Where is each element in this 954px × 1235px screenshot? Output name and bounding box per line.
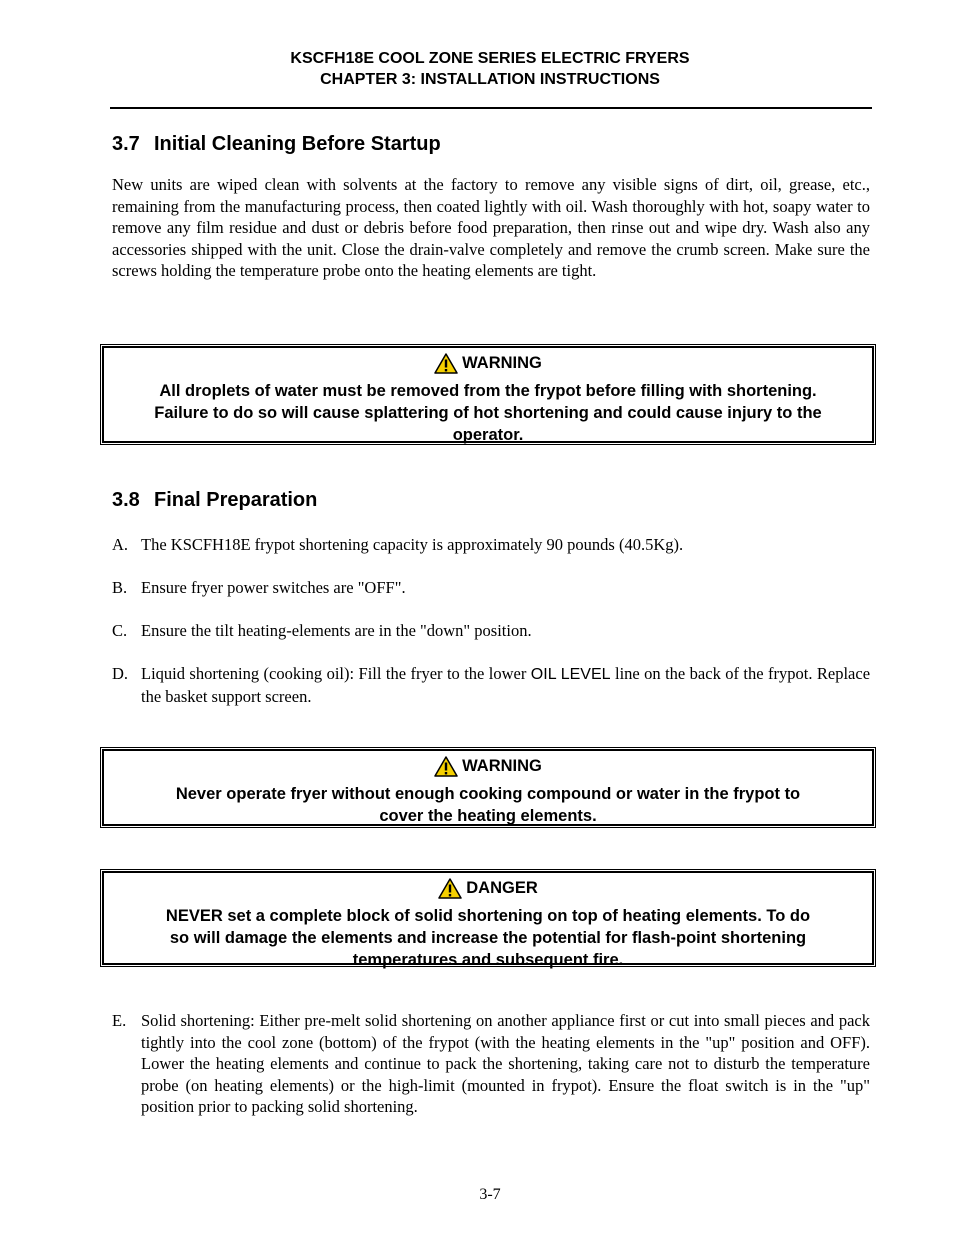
list-letter: B. [112, 578, 128, 597]
list-letter: A. [112, 535, 129, 554]
page-number: 3-7 [479, 1186, 501, 1203]
section-3-8-heading [112, 488, 317, 512]
danger-title [438, 877, 538, 899]
oil-level-label: OIL LEVEL [530, 666, 611, 683]
warning-line-1: Never operate fryer without enough cooking compound or water in the frypot to [175, 784, 801, 803]
warning-line-3: operator. [452, 425, 524, 444]
section-number: 3.8 [112, 489, 140, 511]
warning-title-text: WARNING [462, 757, 542, 775]
section-3-7-body: New units are wiped clean with solvents at the factory to remove any visible signs of dirt, oil, grease, etc., remaining from the manufacturing process, then coated lightly with oil. Wash thoroughly with hot, soapy water to remove any film residue and dust or debris before food preparation, then rinse out and wipe dry. Wash also any accessories shipped with the unit. Close the drain-valve completely and remove the crumb screen. Make sure the screws holding the temperature probe onto the heating elements are tight. [112, 175, 870, 281]
list-text: The KSCFH18E frypot shortening capacity is approximately 90 pounds (40.5Kg). [141, 535, 684, 554]
list-item-c [112, 620, 870, 642]
list-text-part: line on the back of the frypot. Replace the basket support screen. [141, 664, 871, 706]
section-3-7-heading [112, 132, 441, 156]
danger-line-1: NEVER set a complete block of solid shortening on top of heating elements. To do [165, 906, 811, 925]
header-line-1: KSCFH18E COOL ZONE SERIES ELECTRIC FRYERS [290, 50, 690, 67]
list-text: Solid shortening: Either pre-melt solid shortening on another appliance first or cut into small pieces and pack tightly into the cool zone (bottom) of the frypot (with the heating elements in the "up" position and OFF). Lower the heating elements and continue to pack the shortening, taking care not to disturb the temperature probe (on heating elements) or the high-limit (mounted in frypot). Ensure the float switch is in the "up" position prior to packing solid shortening. [141, 1011, 870, 1117]
warning-triangle-icon [434, 353, 458, 374]
list-item-b [112, 577, 870, 599]
list-item-a [112, 534, 870, 556]
warning-box-operate [102, 749, 874, 826]
danger-line-2: so will damage the elements and increase the potential for flash-point shortening [169, 928, 807, 947]
warning-title [434, 352, 542, 374]
list-letter: E. [112, 1011, 127, 1030]
header-line-2: CHAPTER 3: INSTALLATION INSTRUCTIONS [320, 71, 660, 88]
header-rule [110, 107, 872, 109]
danger-title-text: DANGER [466, 879, 538, 897]
warning-line-2: cover the heating elements. [379, 806, 597, 825]
list-text [141, 663, 870, 707]
danger-box [102, 871, 874, 969]
header-title [110, 48, 870, 90]
section-title: Final Preparation [154, 489, 318, 511]
list-text: Ensure the tilt heating-elements are in the "down" position. [141, 621, 532, 640]
list-letter: C. [112, 621, 128, 640]
warning-triangle-icon [434, 756, 458, 777]
section-number: 3.7 [112, 133, 140, 155]
warning-line-2: Failure to do so will cause splattering of hot shortening and could cause injury to the [154, 403, 822, 422]
warning-title [434, 755, 542, 777]
list-text: Ensure fryer power switches are "OFF". [141, 578, 406, 597]
warning-triangle-icon [438, 878, 462, 899]
list-text-part: Liquid shortening (cooking oil): Fill the fryer to the lower [141, 664, 531, 683]
danger-line-3: temperatures and subsequent fire. [352, 950, 624, 969]
warning-box-water [102, 346, 874, 443]
list-letter: D. [112, 664, 129, 683]
list-item-e [112, 1010, 870, 1118]
section-title: Initial Cleaning Before Startup [154, 133, 441, 155]
warning-title-text: WARNING [462, 354, 542, 372]
warning-line-1: All droplets of water must be removed from the frypot before filling with shortening. [159, 381, 817, 400]
list-item-d [112, 663, 870, 707]
